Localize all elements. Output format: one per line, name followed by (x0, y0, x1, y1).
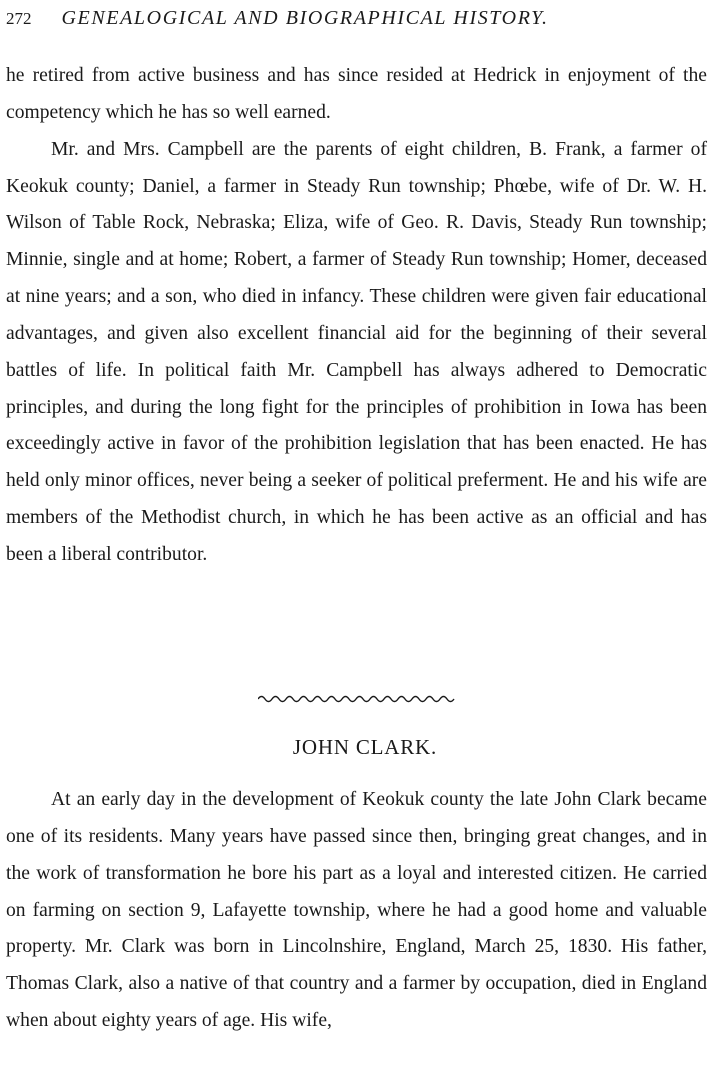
biography-continuation (6, 58, 707, 574)
running-head-title: GENEALOGICAL AND BIOGRAPHICAL HISTORY. (61, 7, 549, 29)
section-heading-text: JOHN CLARK. (292, 735, 438, 759)
page-number: 272 (6, 9, 32, 28)
paragraph-john-clark: At an early day in the development of Keokuk county the late John Clark became one of its residents. Many years have passed since then, bringing great changes, and in the work of transformation he bore his part as a loyal and interested citizen. He carried on farming on section 9, Lafayette township, where he had a good home and valuable property. Mr. Clark was born in Lincolnshire, England, March 25, 1830. His father, Thomas Clark, also a native of that country and a farmer by occupation, died in England when about eighty years of age. His wife, (6, 789, 707, 1032)
paragraph-continued: he retired from active business and has since resided at Hedrick in enjoyment of the competency which he has so well earned. (6, 65, 707, 123)
biography-john-clark (6, 782, 707, 1040)
running-head (6, 4, 706, 32)
section-heading (0, 732, 722, 762)
paragraph-children: Mr. and Mrs. Campbell are the parents of eight children, B. Frank, a farmer of Keokuk county; Daniel, a farmer in Steady Run township; Phœbe, wife of Dr. W. H. Wilson of Table Rock, Nebraska; Eliza, wife of Geo. R. Davis, Steady Run township; Minnie, single and at home; Robert, a farmer of Steady Run township; Homer, deceased at nine years; and a son, who died in infancy. These children were given fair educational advantages, and given also excellent financial aid for the beginning of their several battles of life. In political faith Mr. Campbell has always adhered to Democratic principles, and during the long fight for the principles of prohibition in Iowa has been exceedingly active in favor of the prohibition legislation that has been enacted. He has held only minor offices, never being a seeker of political preferment. He and his wife are members of the Methodist church, in which he has been active as an official and has been a liberal contributor. (6, 138, 707, 565)
section-divider-ornament (258, 692, 458, 706)
